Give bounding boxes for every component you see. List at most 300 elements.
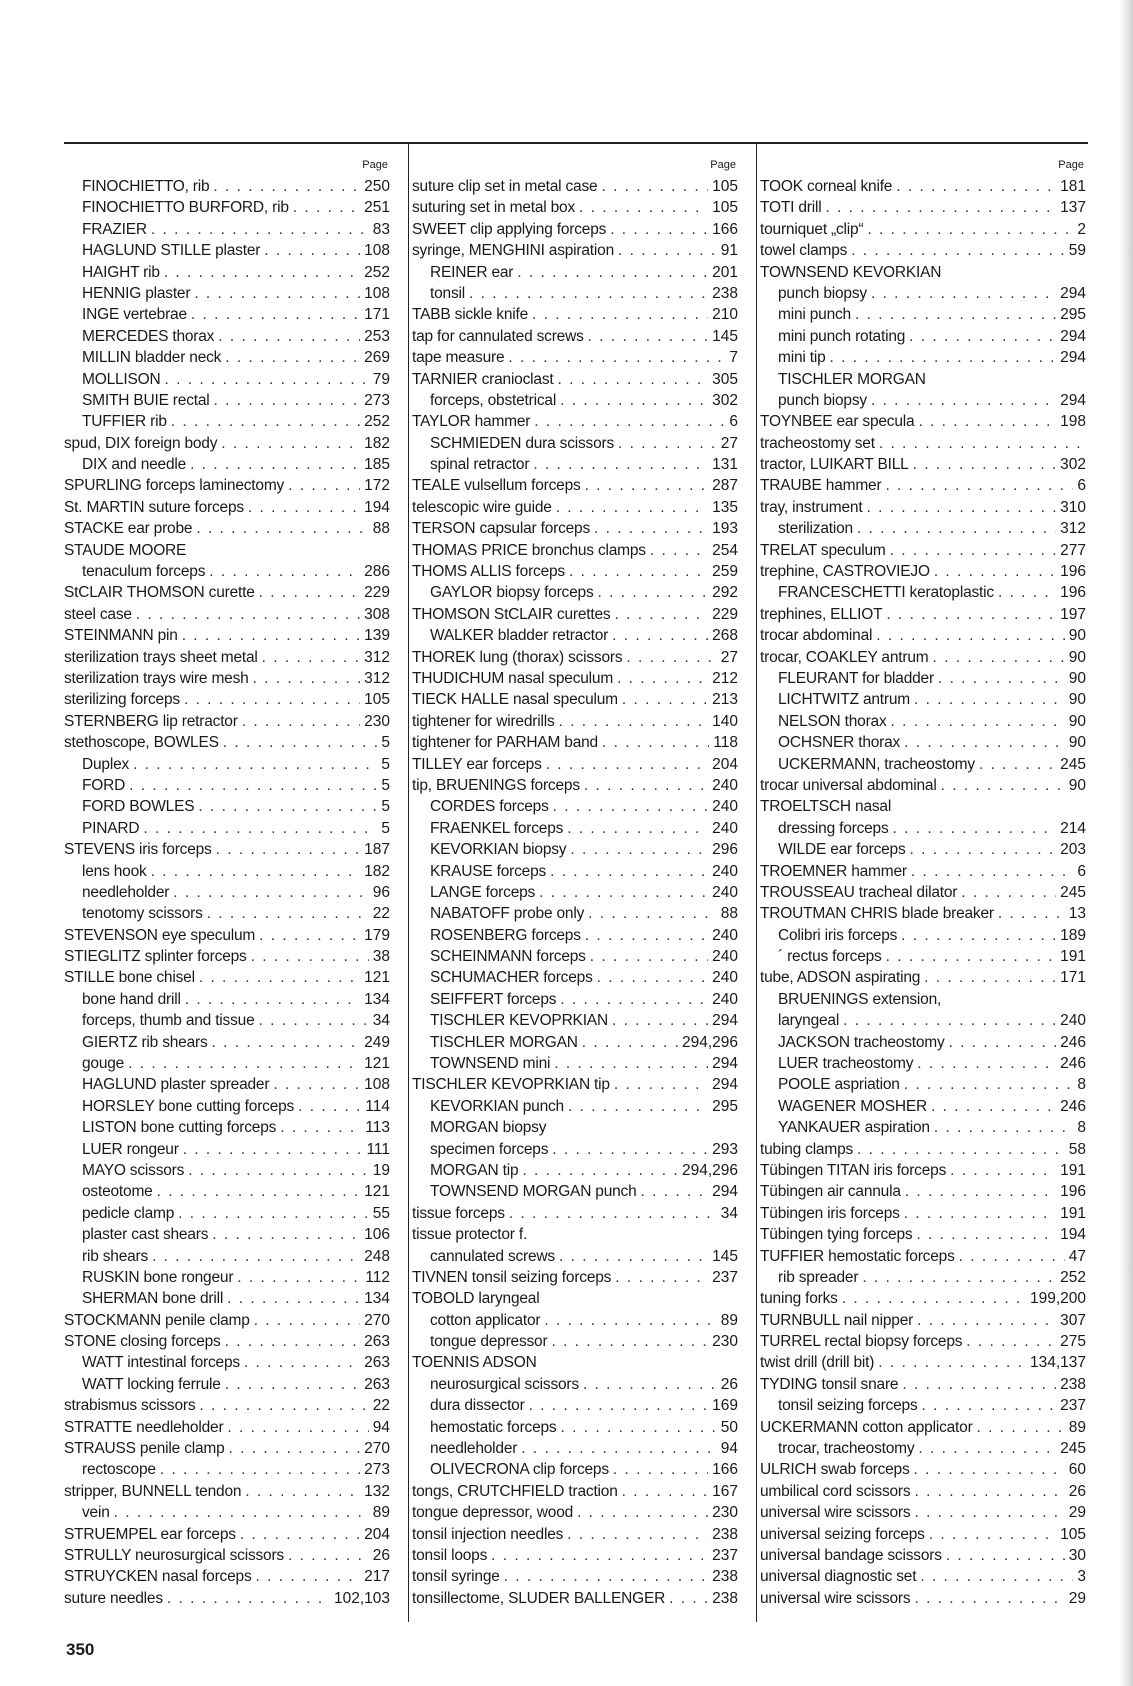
entry-page: 26 <box>720 1375 738 1393</box>
entry-term: TRAUBE hammer <box>760 477 882 495</box>
index-entry <box>64 732 394 753</box>
index-entry <box>412 1502 742 1523</box>
entry-term: tray, instrument <box>760 498 863 516</box>
index-entry <box>64 1203 394 1224</box>
entry-page: 268 <box>712 627 738 645</box>
index-entry <box>64 796 394 817</box>
index-entry <box>412 369 742 390</box>
index-entry <box>760 882 1090 903</box>
entry-page: 246 <box>1060 1097 1086 1115</box>
entry-page: 90 <box>1068 712 1086 730</box>
index-entry <box>760 946 1090 967</box>
dot-leader <box>857 1139 1065 1160</box>
index-entry <box>64 839 394 860</box>
index-entry <box>760 1545 1090 1566</box>
index-entry <box>760 689 1090 710</box>
entry-term: LICHTWITZ antrum <box>778 691 911 709</box>
dot-leader <box>598 582 709 603</box>
entry-term: HAIGHT rib <box>82 263 160 281</box>
entry-page: 196 <box>1060 1183 1086 1201</box>
entry-term: mini tip <box>778 349 826 367</box>
entry-term: FINOCHIETTO BURFORD, rib <box>82 199 289 217</box>
dot-leader <box>931 1096 1056 1117</box>
dot-leader <box>929 1524 1056 1545</box>
dot-leader <box>218 326 360 347</box>
index-entry <box>760 1032 1090 1053</box>
entry-page: 113 <box>365 1119 390 1137</box>
dot-leader <box>615 1267 708 1288</box>
dot-leader <box>917 1053 1056 1074</box>
index-entry <box>760 668 1090 689</box>
index-entry <box>760 347 1090 368</box>
entry-term: TROUTMAN CHRIS blade breaker <box>760 905 994 923</box>
index-entry <box>760 240 1090 261</box>
index-entry <box>412 347 742 368</box>
entry-term: THUDICHUM nasal speculum <box>412 669 614 687</box>
entry-page: 47 <box>1068 1247 1086 1265</box>
dot-leader <box>641 1181 709 1202</box>
entry-term: rectoscope <box>82 1461 156 1479</box>
index-column-1 <box>64 142 394 1622</box>
entry-term: TAYLOR hammer <box>412 413 531 431</box>
index-entry <box>760 433 1090 454</box>
index-entry <box>64 967 394 988</box>
entry-term: UCKERMANN, tracheostomy <box>778 755 975 773</box>
entry-page: 294 <box>1060 284 1086 302</box>
index-entry <box>64 604 394 625</box>
entry-term: tonsillectome, SLUDER BALLENGER <box>412 1589 666 1607</box>
dot-leader <box>977 1417 1065 1438</box>
index-entry <box>64 454 394 475</box>
dot-leader <box>594 518 708 539</box>
entry-term: tip, BRUENINGS forceps <box>412 776 580 794</box>
entry-term: FRAENKEL forceps <box>430 819 564 837</box>
entry-term: TISCHLER MORGAN <box>430 1033 578 1051</box>
dot-leader <box>191 304 360 325</box>
dot-leader <box>165 369 369 390</box>
index-entry <box>760 604 1090 625</box>
entry-page: 273 <box>364 1461 390 1479</box>
entry-term: TROELTSCH nasal <box>760 798 892 816</box>
entry-page: 94 <box>720 1440 738 1458</box>
entry-term: TUFFIER hemostatic forceps <box>760 1247 955 1265</box>
entry-page: 90 <box>1068 627 1086 645</box>
entry-term: SEIFFERT forceps <box>430 990 557 1008</box>
entry-page: 94 <box>372 1418 390 1436</box>
index-entry <box>760 647 1090 668</box>
entry-page: 105 <box>364 691 390 709</box>
entry-page: 3 <box>1077 1568 1086 1586</box>
dot-leader <box>533 454 708 475</box>
entry-page: 229 <box>364 584 390 602</box>
entry-term: STRUEMPEL ear forceps <box>64 1525 236 1543</box>
dot-leader <box>221 433 360 454</box>
index-entry <box>412 1417 742 1438</box>
entry-term: NELSON thorax <box>778 712 887 730</box>
entry-term: suturing set in metal box <box>412 199 576 217</box>
dot-leader <box>569 561 708 582</box>
index-entry <box>64 1395 394 1416</box>
index-entry <box>760 1588 1090 1609</box>
entry-page: 294,296 <box>681 1033 738 1051</box>
dot-leader <box>553 796 708 817</box>
index-entry <box>760 1117 1090 1138</box>
dot-leader <box>157 1181 361 1202</box>
entry-term: mini punch rotating <box>778 327 906 345</box>
entry-term: TOWNSEND KEVORKIAN <box>760 263 942 281</box>
entry-term: TIVNEN tonsil seizing forceps <box>412 1268 612 1286</box>
index-entry <box>760 283 1090 304</box>
entry-page: 294 <box>712 1076 738 1094</box>
entry-page: 197 <box>1060 605 1086 623</box>
entry-term: TARNIER cranioclast <box>412 370 554 388</box>
index-entry <box>412 433 742 454</box>
index-entry <box>412 839 742 860</box>
index-entry <box>760 796 1090 817</box>
entry-term: TYDING tonsil snare <box>760 1375 899 1393</box>
dot-leader <box>871 390 1056 411</box>
dot-leader <box>909 326 1056 347</box>
index-entry <box>412 1374 742 1395</box>
entry-term: GAYLOR biopsy forceps <box>430 584 594 602</box>
entry-page: 88 <box>372 520 390 538</box>
entry-page: 230 <box>712 1333 738 1351</box>
entry-term: pedicle clamp <box>82 1204 175 1222</box>
dot-leader <box>214 390 361 411</box>
entry-page: 187 <box>364 841 390 859</box>
index-entries <box>412 176 742 1609</box>
entry-page: 251 <box>364 199 390 217</box>
dot-leader <box>184 689 360 710</box>
index-entry <box>64 1246 394 1267</box>
dot-leader <box>966 1331 1056 1352</box>
entry-term: tissue protector f. <box>412 1226 528 1244</box>
dot-leader <box>878 1352 1026 1373</box>
dot-leader <box>896 176 1056 197</box>
dot-leader <box>622 689 708 710</box>
entry-term: STEVENS iris forceps <box>64 841 212 859</box>
index-entry <box>412 775 742 796</box>
index-entry <box>412 946 742 967</box>
entry-term: SCHUMACHER forceps <box>430 969 593 987</box>
entry-page: 181 <box>1060 178 1086 195</box>
entry-term: FINOCHIETTO, rib <box>82 178 210 195</box>
entry-term: Tübingen tying forceps <box>760 1226 913 1244</box>
index-entry <box>412 1524 742 1545</box>
entry-page: 270 <box>364 1311 390 1329</box>
index-entry <box>760 711 1090 732</box>
entry-page: 6 <box>1077 862 1086 880</box>
entry-page: 50 <box>720 1418 738 1436</box>
dot-leader <box>905 1181 1056 1202</box>
dot-leader <box>288 475 360 496</box>
entry-page: 105 <box>712 199 738 217</box>
dot-leader <box>546 754 708 775</box>
index-entry <box>412 283 742 304</box>
entry-page: 89 <box>1068 1418 1086 1436</box>
entry-page: 90 <box>1068 669 1086 687</box>
entry-page: 245 <box>1060 1440 1086 1458</box>
dot-leader <box>559 1246 708 1267</box>
index-entry <box>412 989 742 1010</box>
entry-term: plaster cast shears <box>82 1226 209 1244</box>
index-entry <box>412 497 742 518</box>
dot-leader <box>183 1139 363 1160</box>
entry-term: steel case <box>64 605 132 623</box>
entry-page: 191 <box>1060 1161 1086 1179</box>
dot-leader <box>857 518 1056 539</box>
index-entry <box>760 1481 1090 1502</box>
entry-term: universal wire scissors <box>760 1589 911 1607</box>
entry-term: POOLE aspriation <box>778 1076 900 1094</box>
entry-term: STONE closing forceps <box>64 1333 221 1351</box>
index-entry <box>64 304 394 325</box>
index-entry <box>760 1374 1090 1395</box>
index-entry <box>64 1010 394 1031</box>
index-entry <box>64 689 394 710</box>
entry-term: tightener for wiredrills <box>412 712 555 730</box>
entry-page: 171 <box>1060 969 1086 987</box>
index-entry <box>64 1459 394 1480</box>
dot-leader <box>934 561 1056 582</box>
entry-page: 277 <box>1060 541 1086 559</box>
entry-term: SPURLING forceps laminectomy <box>64 477 285 495</box>
entry-term: RUSKIN bone rongeur <box>82 1268 234 1286</box>
entry-page: 294 <box>712 1012 738 1030</box>
dot-leader <box>618 433 717 454</box>
index-entry <box>760 1010 1090 1031</box>
entry-page: 137 <box>1060 199 1086 217</box>
index-entry <box>760 625 1090 646</box>
entry-page: 275 <box>1060 1333 1086 1351</box>
index-entry <box>412 625 742 646</box>
index-entry <box>412 1459 742 1480</box>
index-entry <box>412 475 742 496</box>
index-entry <box>760 925 1090 946</box>
dot-leader <box>259 582 360 603</box>
dot-leader <box>568 1096 708 1117</box>
dot-leader <box>582 1032 678 1053</box>
dot-leader <box>614 1074 708 1095</box>
entry-term: FLEURANT for bladder <box>778 669 934 687</box>
dot-leader <box>579 197 708 218</box>
dot-leader <box>237 1267 361 1288</box>
index-entry <box>760 326 1090 347</box>
index-entry <box>760 1288 1090 1309</box>
index-entry <box>760 1096 1090 1117</box>
index-entry <box>412 197 742 218</box>
entry-page: 134 <box>364 990 390 1008</box>
entry-page: 189 <box>1060 926 1086 944</box>
dot-leader <box>669 1588 708 1609</box>
index-entry <box>64 1374 394 1395</box>
index-entry <box>760 1417 1090 1438</box>
index-entry <box>760 582 1090 603</box>
dot-leader <box>886 946 1057 967</box>
dot-leader <box>509 1203 717 1224</box>
dot-leader <box>901 925 1056 946</box>
dot-leader <box>136 604 360 625</box>
dot-leader <box>904 1203 1056 1224</box>
dot-leader <box>612 1010 708 1031</box>
entry-term: TROUSSEAU tracheal dilator <box>760 883 958 901</box>
entry-term: TILLEY ear forceps <box>412 755 542 773</box>
index-entry <box>412 1246 742 1267</box>
dot-leader <box>182 625 360 646</box>
index-entry <box>760 903 1090 924</box>
dot-leader <box>212 1224 360 1245</box>
dot-leader <box>178 1203 369 1224</box>
entry-term: TOTI drill <box>760 199 822 217</box>
index-entry <box>412 732 742 753</box>
entry-page: 245 <box>1060 883 1086 901</box>
dot-leader <box>867 219 1073 240</box>
entry-page: 29 <box>1068 1504 1086 1522</box>
index-entry <box>760 839 1090 860</box>
entry-page: 58 <box>1068 1140 1086 1158</box>
index-entry <box>64 925 394 946</box>
entry-term: UCKERMANN cotton applicator <box>760 1418 973 1436</box>
entry-term: TISCHLER KEVOPRKIAN <box>430 1012 608 1030</box>
index-entry <box>412 1267 742 1288</box>
index-entry <box>64 1181 394 1202</box>
entry-page: 307 <box>1060 1311 1086 1329</box>
dot-leader <box>223 732 378 753</box>
entry-term: MAYO scissors <box>82 1161 185 1179</box>
index-entry <box>64 946 394 967</box>
dot-leader <box>129 775 377 796</box>
index-entry <box>412 176 742 197</box>
entry-page: 252 <box>364 413 390 431</box>
entry-page: 246 <box>1060 1033 1086 1051</box>
entry-page: 167 <box>712 1482 738 1500</box>
dot-leader <box>298 1096 361 1117</box>
dot-leader <box>242 711 360 732</box>
dot-leader <box>253 668 361 689</box>
entry-page: 182 <box>364 434 390 452</box>
entry-page: 294,296 <box>681 1161 738 1179</box>
index-entry <box>64 1160 394 1181</box>
index-entry <box>412 689 742 710</box>
index-entry <box>64 497 394 518</box>
index-entry <box>760 1053 1090 1074</box>
index-entry <box>412 754 742 775</box>
dot-leader <box>914 689 1065 710</box>
entry-page: 55 <box>372 1204 390 1222</box>
index-entry <box>64 1588 394 1609</box>
dot-leader <box>529 1395 709 1416</box>
entry-term: telescopic wire guide <box>412 498 552 516</box>
index-entry <box>412 1438 742 1459</box>
entry-term: TIECK HALLE nasal speculum <box>412 691 618 709</box>
entry-term: TOOK corneal knife <box>760 178 893 195</box>
entry-page: 194 <box>1060 1226 1086 1244</box>
index-entry <box>64 647 394 668</box>
dot-leader <box>244 1352 360 1373</box>
index-entry <box>412 711 742 732</box>
entry-term: STRATTE needleholder <box>64 1418 224 1436</box>
entry-page: 240 <box>712 948 738 966</box>
dot-leader <box>554 1053 708 1074</box>
entry-term: trocar abdominal <box>760 627 873 645</box>
entry-term: THOMS ALLIS forceps <box>412 563 565 581</box>
entry-page: 259 <box>712 563 738 581</box>
dot-leader <box>914 1588 1064 1609</box>
entry-term: DIX and needle <box>82 456 187 474</box>
entry-page: 108 <box>364 1076 390 1094</box>
entry-page: 252 <box>364 263 390 281</box>
entry-term: WATT intestinal forceps <box>82 1354 240 1372</box>
dot-leader <box>941 775 1065 796</box>
entry-term: sterilization trays wire mesh <box>64 669 249 687</box>
dot-leader <box>544 1310 716 1331</box>
index-entry <box>64 1310 394 1331</box>
index-entry <box>760 1160 1090 1181</box>
index-entry <box>64 262 394 283</box>
entry-page: 312 <box>1060 520 1086 538</box>
entry-page: 263 <box>364 1333 390 1351</box>
entry-term: MOLLISON <box>82 370 161 388</box>
entry-page: 212 <box>712 669 738 687</box>
index-entry <box>412 1310 742 1331</box>
index-entry <box>412 518 742 539</box>
entry-page: 121 <box>364 1055 390 1073</box>
entry-page: 108 <box>364 284 390 302</box>
entry-page: 79 <box>372 370 390 388</box>
entry-term: tap for cannulated screws <box>412 327 584 345</box>
entry-page: 22 <box>372 905 390 923</box>
entry-term: punch biopsy <box>778 284 867 302</box>
dot-leader <box>262 647 360 668</box>
entry-page: 90 <box>1068 691 1086 709</box>
entry-page: 238 <box>712 1525 738 1543</box>
index-entry <box>64 882 394 903</box>
entry-term: trocar universal abdominal <box>760 776 937 794</box>
index-entry <box>412 967 742 988</box>
dot-leader <box>622 1481 708 1502</box>
entry-term: TOWNSEND MORGAN punch <box>430 1183 637 1201</box>
dot-leader <box>288 1545 369 1566</box>
dot-leader <box>842 1288 1026 1309</box>
index-entry <box>760 561 1090 582</box>
entry-term: SMITH BUIE rectal <box>82 391 210 409</box>
dot-leader <box>914 1502 1064 1523</box>
entry-term: STEINMANN pin <box>64 627 178 645</box>
dot-leader <box>225 1374 360 1395</box>
entry-page: 5 <box>381 734 390 752</box>
dot-leader <box>259 1010 369 1031</box>
entry-term: tracheostomy set <box>760 434 875 452</box>
entry-page: 308 <box>364 605 390 623</box>
dot-leader <box>143 818 377 839</box>
dot-leader <box>185 989 360 1010</box>
dot-leader <box>950 1160 1056 1181</box>
dot-leader <box>160 1459 360 1480</box>
index-entry <box>412 1481 742 1502</box>
entry-page: 29 <box>1068 1589 1086 1607</box>
entry-page: 245 <box>1060 755 1086 773</box>
entry-term: FRAZIER <box>82 220 147 238</box>
index-entry <box>64 1074 394 1095</box>
index-entry <box>64 240 394 261</box>
entry-term: tonsil loops <box>412 1547 488 1564</box>
index-entry <box>64 1224 394 1245</box>
dot-leader <box>855 304 1056 325</box>
dot-leader <box>920 1566 1073 1587</box>
entry-term: tongue depressor <box>430 1333 548 1351</box>
dot-leader <box>998 903 1065 924</box>
index-entry <box>760 304 1090 325</box>
